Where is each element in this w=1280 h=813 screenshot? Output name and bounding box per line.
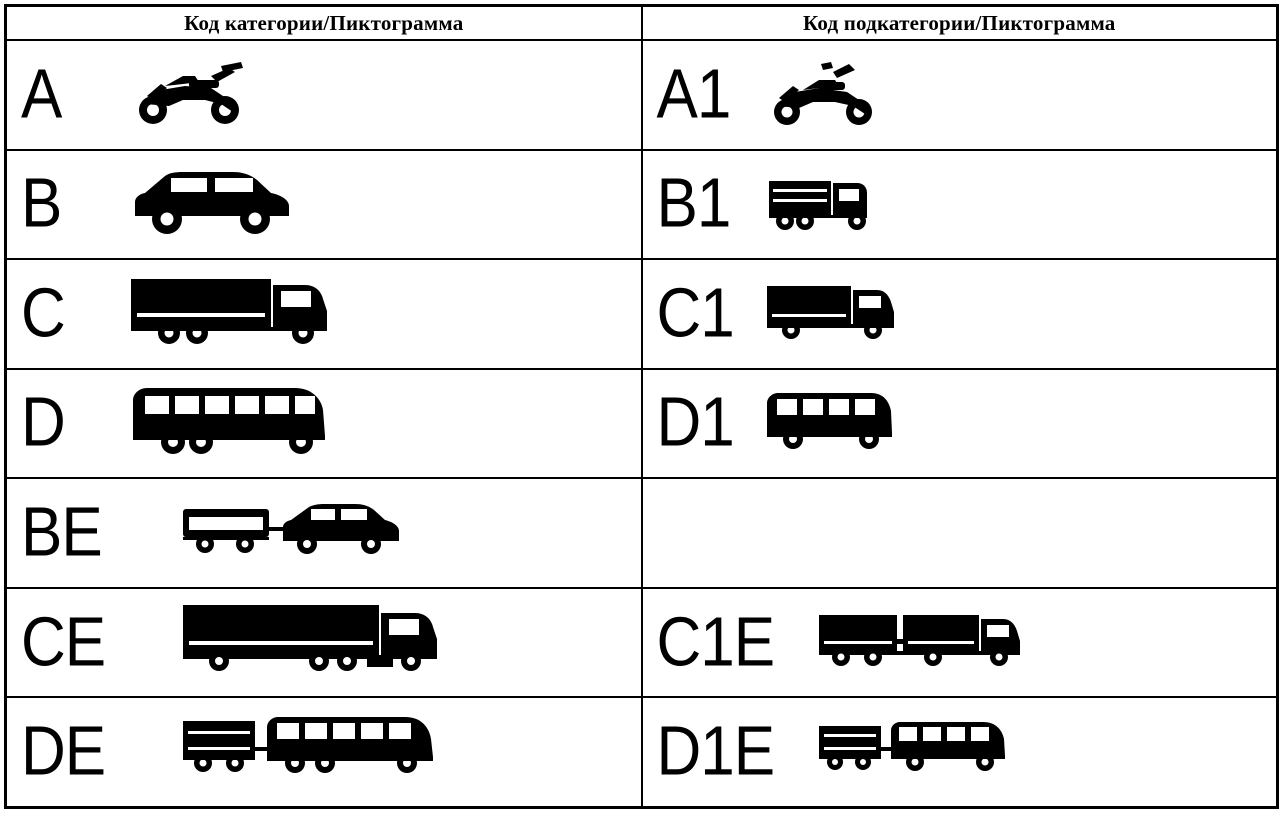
category-code-label: C	[21, 274, 65, 352]
large-truck-icon	[117, 271, 641, 357]
cell-category-c	[6, 259, 642, 369]
subcategory-code-label: D1E	[656, 712, 775, 791]
small-bus-icon	[753, 385, 1277, 461]
cell-subcategory-c1e	[642, 588, 1278, 698]
medium-truck-icon	[753, 276, 1277, 352]
cell-subcategory-empty	[642, 478, 1278, 588]
truck-with-semitrailer-icon	[171, 595, 641, 691]
cell-subcategory-c1	[642, 259, 1278, 369]
subcategory-code-label: C1E	[656, 603, 775, 681]
car-icon	[117, 164, 641, 244]
cell-category-a	[6, 40, 642, 150]
cell-category-d	[6, 369, 642, 479]
table-row	[6, 697, 1278, 807]
cell-subcategory-d1	[642, 369, 1278, 479]
cell-category-de	[6, 697, 642, 807]
cell-subcategory-d1e	[642, 697, 1278, 807]
cell-category-ce	[6, 588, 642, 698]
subcategory-code-label: A1	[656, 55, 731, 133]
subcategory-code-label: B1	[656, 165, 731, 243]
table-row	[6, 259, 1278, 369]
header-subcategory-code: Код подкатегории/Пиктограмма	[642, 6, 1278, 41]
category-code-label: D	[21, 384, 65, 462]
tricycle-truck-icon	[753, 169, 1277, 239]
header-category-code: Код категории/Пиктограмма	[6, 6, 642, 41]
category-code-label: B	[21, 165, 62, 243]
truck-with-trailer-icon	[807, 603, 1277, 683]
table-row	[6, 150, 1278, 260]
small-bus-with-trailer-icon	[807, 714, 1277, 790]
motorcycle-icon	[117, 60, 641, 130]
car-with-trailer-icon	[171, 497, 641, 569]
bus-with-trailer-icon	[171, 709, 641, 795]
cell-subcategory-b1	[642, 150, 1278, 260]
category-code-label: CE	[21, 603, 106, 681]
cell-category-be	[6, 478, 642, 588]
category-code-label: BE	[21, 493, 102, 572]
category-code-label: DE	[21, 712, 106, 791]
subcategory-code-label: C1	[656, 274, 734, 352]
table-row	[6, 40, 1278, 150]
table-row	[6, 588, 1278, 698]
moped-icon	[753, 60, 1277, 130]
table-row	[6, 478, 1278, 588]
driving-category-table	[4, 4, 1279, 809]
cell-category-b	[6, 150, 642, 260]
subcategory-code-label: D1	[656, 384, 734, 462]
large-bus-icon	[117, 380, 641, 466]
category-code-label: A	[21, 55, 62, 133]
table-row	[6, 369, 1278, 479]
table-header-row	[6, 6, 1278, 41]
cell-subcategory-a1	[642, 40, 1278, 150]
